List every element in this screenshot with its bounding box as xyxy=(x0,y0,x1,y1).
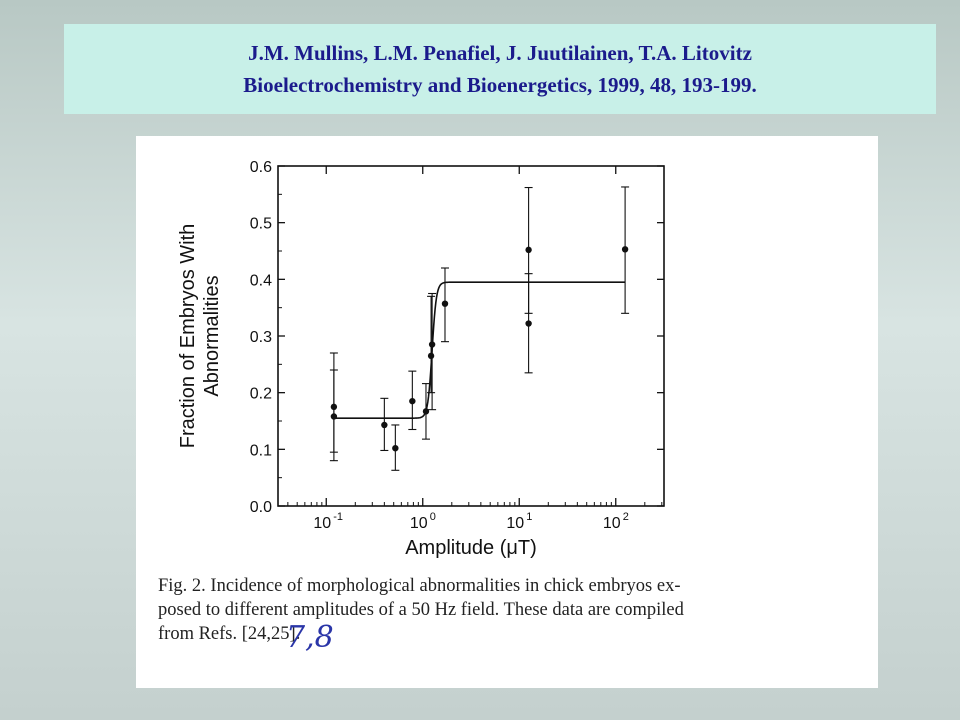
data-point xyxy=(428,353,434,359)
fit-layer xyxy=(334,282,625,418)
data-point-group xyxy=(441,268,449,342)
data-point xyxy=(381,422,387,428)
y-axis-label: Fraction of Embryos With xyxy=(177,223,199,449)
plot-frame xyxy=(278,166,664,506)
y-tick-label: 0.2 xyxy=(249,385,272,403)
authors-line: J.M. Mullins, L.M. Penafiel, J. Juutilainen, T.A. Litovitz xyxy=(248,41,752,65)
figure-caption xyxy=(158,574,868,646)
citation-banner xyxy=(64,24,936,114)
points-layer xyxy=(330,187,629,470)
y-tick-label: 0.1 xyxy=(249,442,272,460)
journal-line: Bioelectrochemistry and Bioenergetics, 1999, 48, 193-199. xyxy=(243,73,757,97)
data-point xyxy=(429,341,435,347)
y-tick-label: 0.6 xyxy=(249,159,272,176)
data-point xyxy=(525,247,531,253)
data-point xyxy=(409,398,415,404)
fit-curve xyxy=(334,282,625,418)
handwritten-annotation: 7,8 xyxy=(286,620,334,655)
caption-line-1: Fig. 2. Incidence of morphological abnormalities in chick embryos ex- xyxy=(158,576,681,596)
data-point-group xyxy=(330,370,338,461)
data-point xyxy=(392,445,398,451)
y-tick-label: 0.0 xyxy=(249,499,272,516)
labels-layer xyxy=(177,159,629,559)
scanned-figure xyxy=(136,136,878,688)
y-tick-label: 0.4 xyxy=(249,272,272,290)
data-point-group xyxy=(621,187,629,313)
data-point-group xyxy=(380,398,388,450)
caption-line-2: posed to different amplitudes of a 50 Hz field. These data are compiled xyxy=(158,600,684,620)
data-point-group xyxy=(391,425,399,470)
data-point-group xyxy=(525,274,533,373)
data-point-group xyxy=(408,371,416,429)
x-tick-label: 10 xyxy=(506,515,525,532)
x-tick-exponent: 2 xyxy=(622,511,629,523)
data-point xyxy=(525,320,531,326)
x-tick-label: 10 xyxy=(409,515,428,532)
y-tick-label: 0.3 xyxy=(249,329,272,346)
y-axis-label-group xyxy=(177,224,223,449)
x-tick-exponent: -1 xyxy=(333,511,344,523)
data-point xyxy=(331,413,337,419)
x-tick-exponent: 1 xyxy=(526,511,533,523)
x-tick-exponent: 0 xyxy=(429,511,436,523)
x-tick-label: 10 xyxy=(602,515,621,532)
x-axis-label: Amplitude (μT) xyxy=(405,537,537,559)
data-point xyxy=(442,301,448,307)
y-tick-label: 0.5 xyxy=(249,215,272,233)
x-tick-label: 10 xyxy=(313,515,332,532)
axes-layer xyxy=(278,166,664,506)
data-point xyxy=(622,246,628,252)
y-axis-label-line2: Abnormalities xyxy=(201,275,223,397)
chart-svg xyxy=(136,136,878,576)
caption-line-3: from Refs. [24,25]. xyxy=(158,624,301,644)
